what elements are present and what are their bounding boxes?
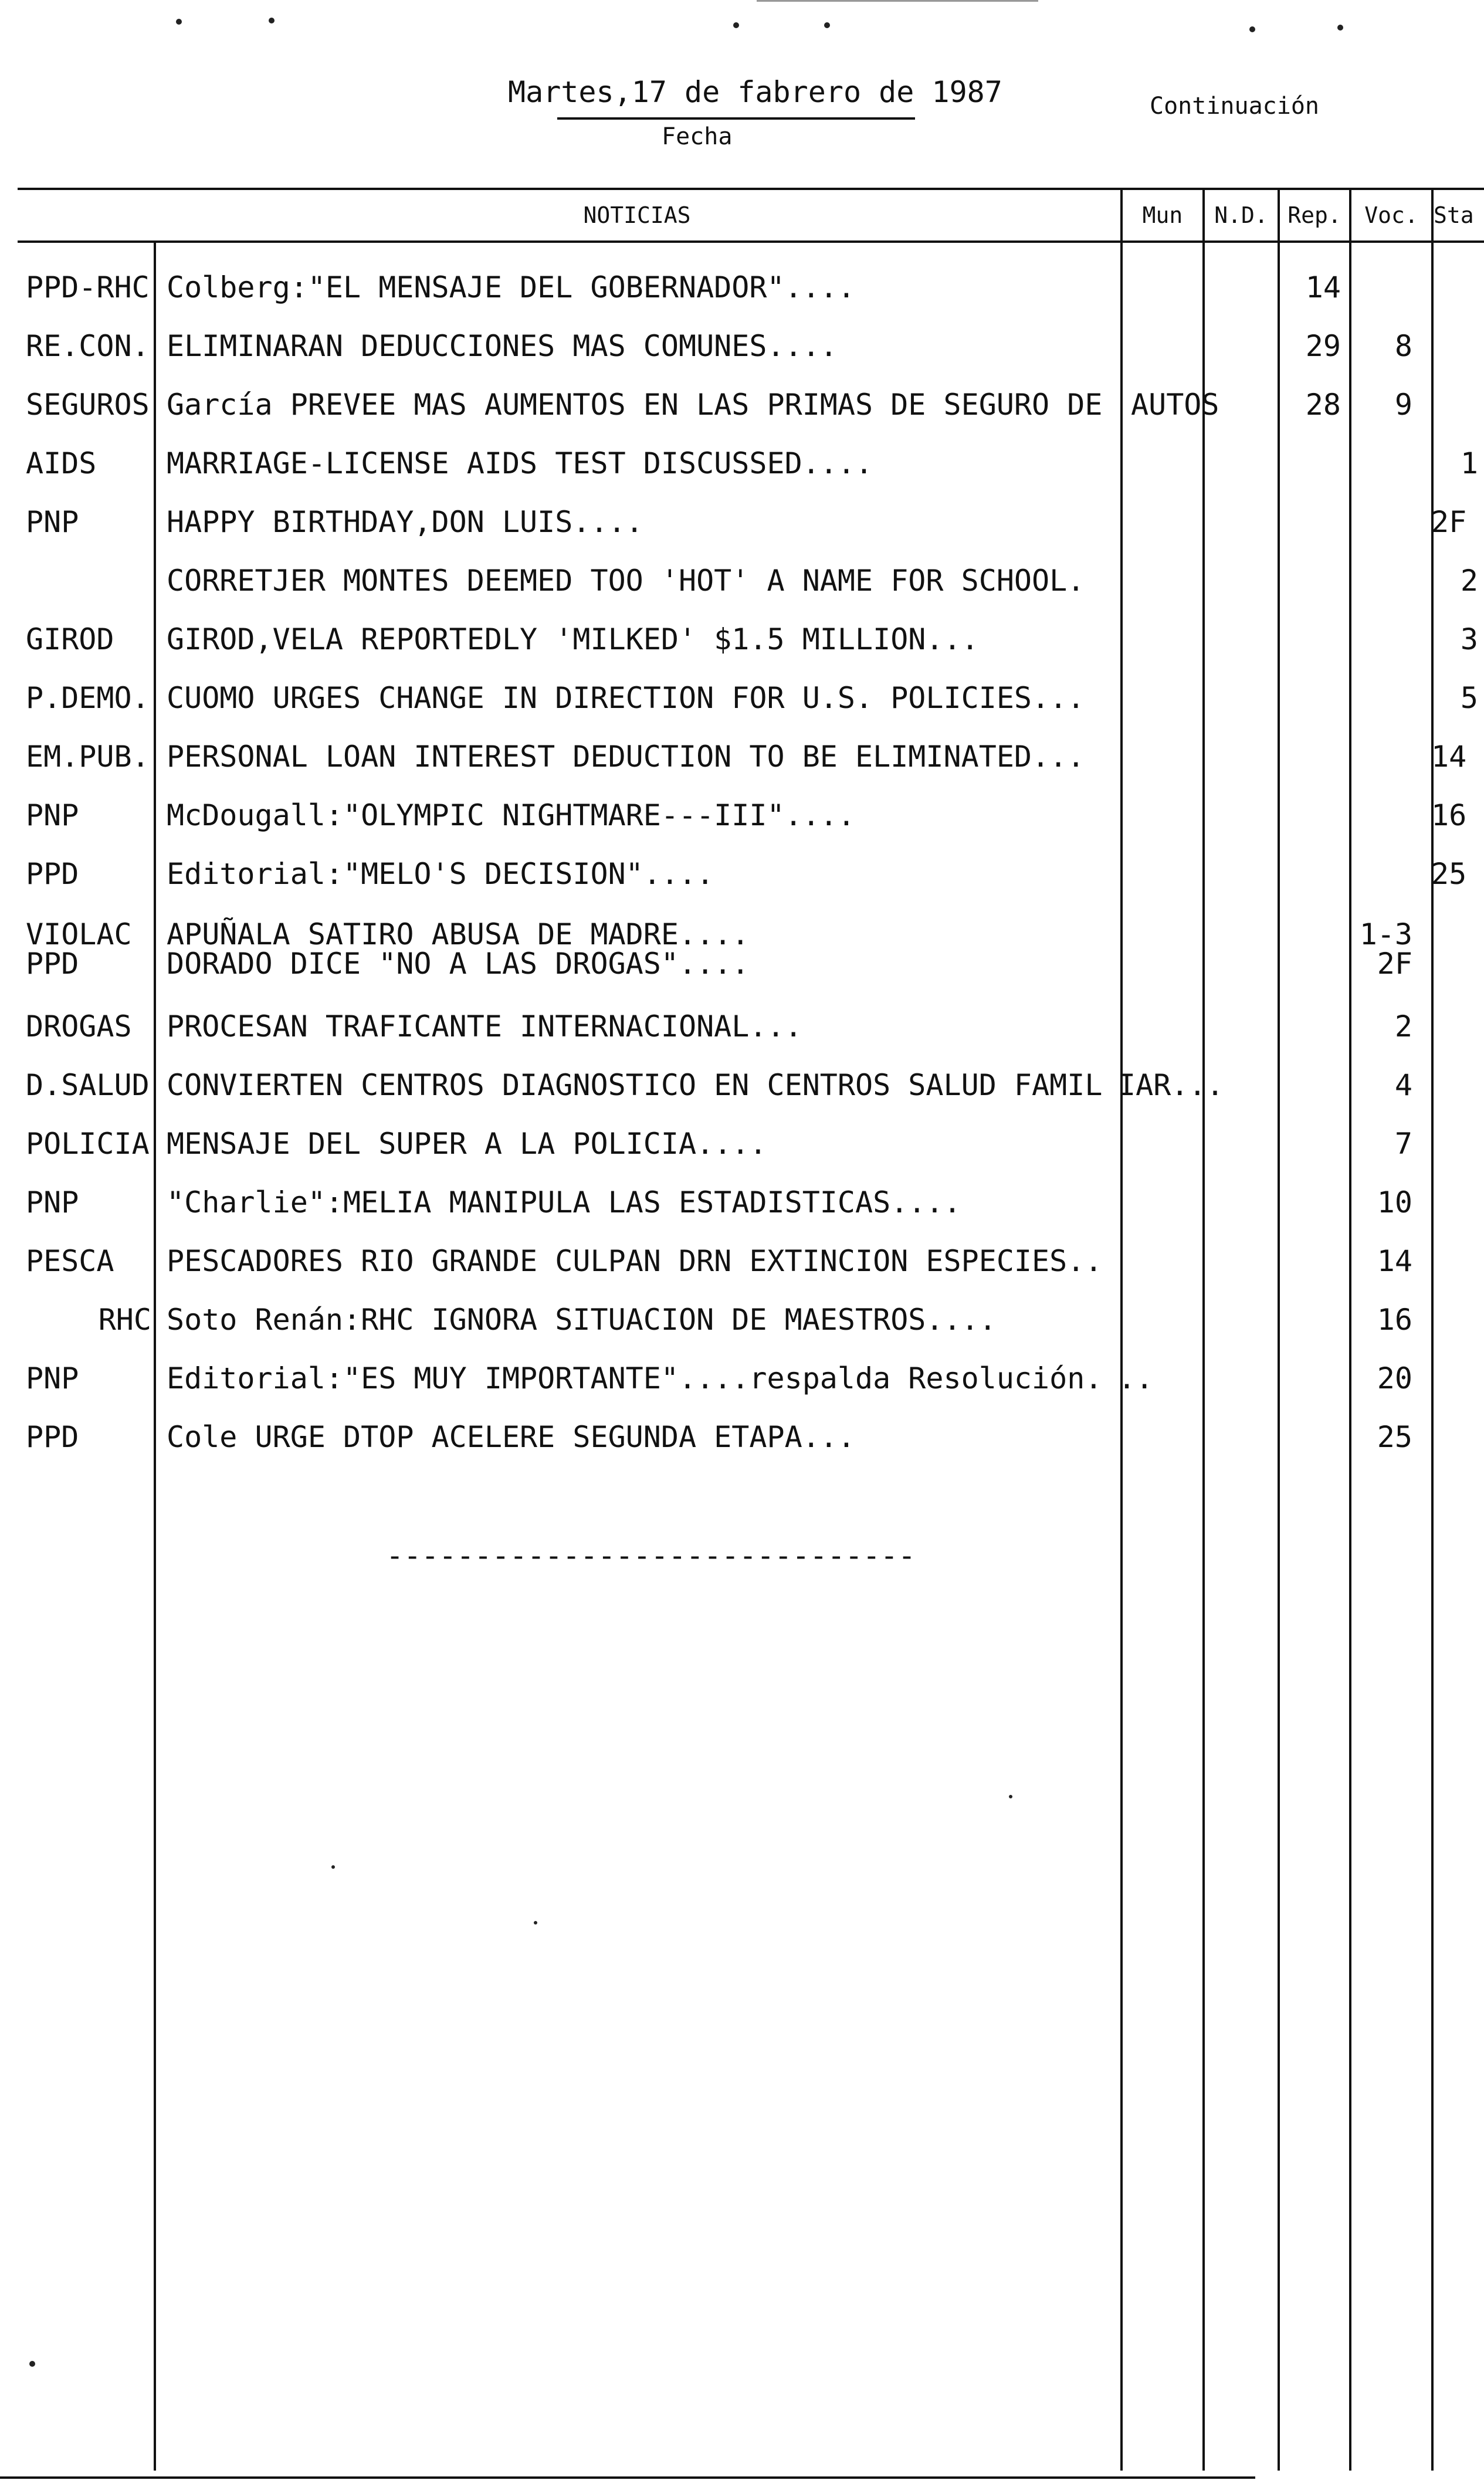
- scan-speck: [1337, 25, 1343, 31]
- row-voc: 1-3: [1359, 917, 1412, 951]
- column-header-mun: Mun: [1142, 202, 1183, 228]
- page-date: Martes,17 de fabrero de 1987: [508, 75, 1002, 109]
- row-tag: SEGUROS: [26, 388, 150, 422]
- row-tag: PNP: [26, 1361, 79, 1395]
- row-voc: 2: [1394, 1009, 1412, 1043]
- row-headline: HAPPY BIRTHDAY,DON LUIS....: [167, 505, 643, 539]
- row-headline: Editorial:"MELO'S DECISION"....: [167, 857, 714, 891]
- row-tag: PNP: [26, 505, 79, 539]
- row-voc: 16: [1377, 1303, 1412, 1337]
- continuation-label: Continuación: [1150, 93, 1319, 120]
- scan-speck: [29, 2361, 35, 2367]
- scan-mark: [757, 0, 1038, 2]
- row-headline: McDougall:"OLYMPIC NIGHTMARE---III"....: [167, 798, 855, 832]
- col-divider-mun: [1120, 189, 1123, 2471]
- row-tag: RE.CON.: [26, 329, 150, 363]
- end-separator: ------------------------------: [386, 1539, 916, 1573]
- row-tag: EM.PUB.: [26, 740, 150, 774]
- row-headline: "Charlie":MELIA MANIPULA LAS ESTADISTICAS....: [167, 1185, 961, 1219]
- column-header-rep: Rep.: [1288, 202, 1341, 228]
- row-tag: PPD: [26, 947, 79, 981]
- row-headline: ELIMINARAN DEDUCCIONES MAS COMUNES....: [167, 329, 838, 363]
- row-headline: MENSAJE DEL SUPER A LA POLICIA....: [167, 1127, 767, 1161]
- row-headline: PROCESAN TRAFICANTE INTERNACIONAL...: [167, 1009, 802, 1043]
- col-divider-nd: [1202, 189, 1205, 2471]
- scan-speck: [269, 18, 275, 23]
- row-rep: 14: [1305, 270, 1341, 304]
- row-headline: APUÑALA SATIRO ABUSA DE MADRE....: [167, 917, 750, 951]
- row-tag: PPD: [26, 1420, 79, 1454]
- row-sta: 2: [1460, 564, 1478, 598]
- scan-speck: [1009, 1795, 1012, 1798]
- column-header-noticias: NOTICIAS: [583, 202, 691, 228]
- row-rep: 28: [1305, 388, 1341, 422]
- row-headline: MARRIAGE-LICENSE AIDS TEST DISCUSSED....: [167, 446, 873, 480]
- row-sta: 25: [1431, 857, 1467, 891]
- row-tag: PNP: [26, 798, 79, 832]
- row-tag: PPD: [26, 857, 79, 891]
- row-sta: 1: [1460, 446, 1478, 480]
- row-tag: RHC: [98, 1303, 151, 1337]
- row-headline: PESCADORES RIO GRANDE CULPAN DRN EXTINCION ESPECIES..: [167, 1244, 1103, 1278]
- scan-speck: [733, 22, 739, 28]
- row-tag: P.DEMO.: [26, 681, 150, 715]
- row-mun: IAR...: [1118, 1068, 1224, 1102]
- row-voc: 9: [1394, 388, 1412, 422]
- row-voc: 7: [1394, 1127, 1412, 1161]
- row-tag: D.SALUD: [26, 1068, 150, 1102]
- row-headline: Editorial:"ES MUY IMPORTANTE"....respalda Resolución.: [167, 1361, 1103, 1395]
- row-voc: 14: [1377, 1244, 1412, 1278]
- row-headline: GIROD,VELA REPORTEDLY 'MILKED' $1.5 MILLION...: [167, 622, 979, 656]
- row-voc: 20: [1377, 1361, 1412, 1395]
- row-mun: AUTOS: [1131, 388, 1219, 422]
- row-headline: DORADO DICE "NO A LAS DROGAS"....: [167, 947, 750, 981]
- row-sta: 14: [1431, 740, 1467, 774]
- row-voc: 4: [1394, 1068, 1412, 1102]
- row-tag: DROGAS: [26, 1009, 132, 1043]
- scan-speck: [1249, 26, 1255, 32]
- row-headline: Colberg:"EL MENSAJE DEL GOBERNADOR"....: [167, 270, 855, 304]
- column-header-sta: Sta: [1434, 202, 1474, 228]
- col-divider-tag: [154, 242, 156, 2471]
- row-tag: PNP: [26, 1185, 79, 1219]
- col-divider-rep: [1278, 189, 1280, 2471]
- scan-speck: [331, 1865, 335, 1869]
- row-headline: Soto Renán:RHC IGNORA SITUACION DE MAESTROS....: [167, 1303, 997, 1337]
- row-sta: 5: [1460, 681, 1478, 715]
- row-tag: AIDS: [26, 446, 97, 480]
- row-tag: GIROD: [26, 622, 114, 656]
- row-tag: VIOLAC: [26, 917, 132, 951]
- table-header-rule: [18, 240, 1484, 243]
- date-caption: Fecha: [662, 123, 733, 150]
- row-headline: CONVIERTEN CENTROS DIAGNOSTICO EN CENTROS SALUD FAMIL: [167, 1068, 1103, 1102]
- row-voc: 25: [1377, 1420, 1412, 1454]
- row-headline: CORRETJER MONTES DEEMED TOO 'HOT' A NAME FOR SCHOOL.: [167, 564, 1085, 598]
- scan-speck: [176, 19, 182, 25]
- row-rep: 29: [1305, 329, 1341, 363]
- row-mun: ..: [1118, 1361, 1154, 1395]
- row-sta: 3: [1460, 622, 1478, 656]
- scan-speck: [534, 1921, 537, 1924]
- scan-speck: [824, 22, 830, 28]
- row-headline: Cole URGE DTOP ACELERE SEGUNDA ETAPA...: [167, 1420, 855, 1454]
- column-header-voc: Voc.: [1364, 202, 1418, 228]
- row-tag: POLICIA: [26, 1127, 150, 1161]
- row-headline: PERSONAL LOAN INTEREST DEDUCTION TO BE ELIMINATED...: [167, 740, 1085, 774]
- row-headline: García PREVEE MAS AUMENTOS EN LAS PRIMAS DE SEGURO DE: [167, 388, 1103, 422]
- table-top-rule: [18, 188, 1484, 190]
- row-voc: 2F: [1377, 947, 1412, 981]
- row-tag: PPD-RHC: [26, 270, 150, 304]
- row-voc: 8: [1394, 329, 1412, 363]
- column-header-nd: N.D.: [1214, 202, 1268, 228]
- row-voc: 10: [1377, 1185, 1412, 1219]
- row-sta: 2F: [1431, 505, 1467, 539]
- row-sta: 16: [1431, 798, 1467, 832]
- date-underline: [557, 117, 915, 120]
- table-bottom-rule: [0, 2476, 1255, 2479]
- row-tag: PESCA: [26, 1244, 114, 1278]
- row-headline: CUOMO URGES CHANGE IN DIRECTION FOR U.S. POLICIES...: [167, 681, 1085, 715]
